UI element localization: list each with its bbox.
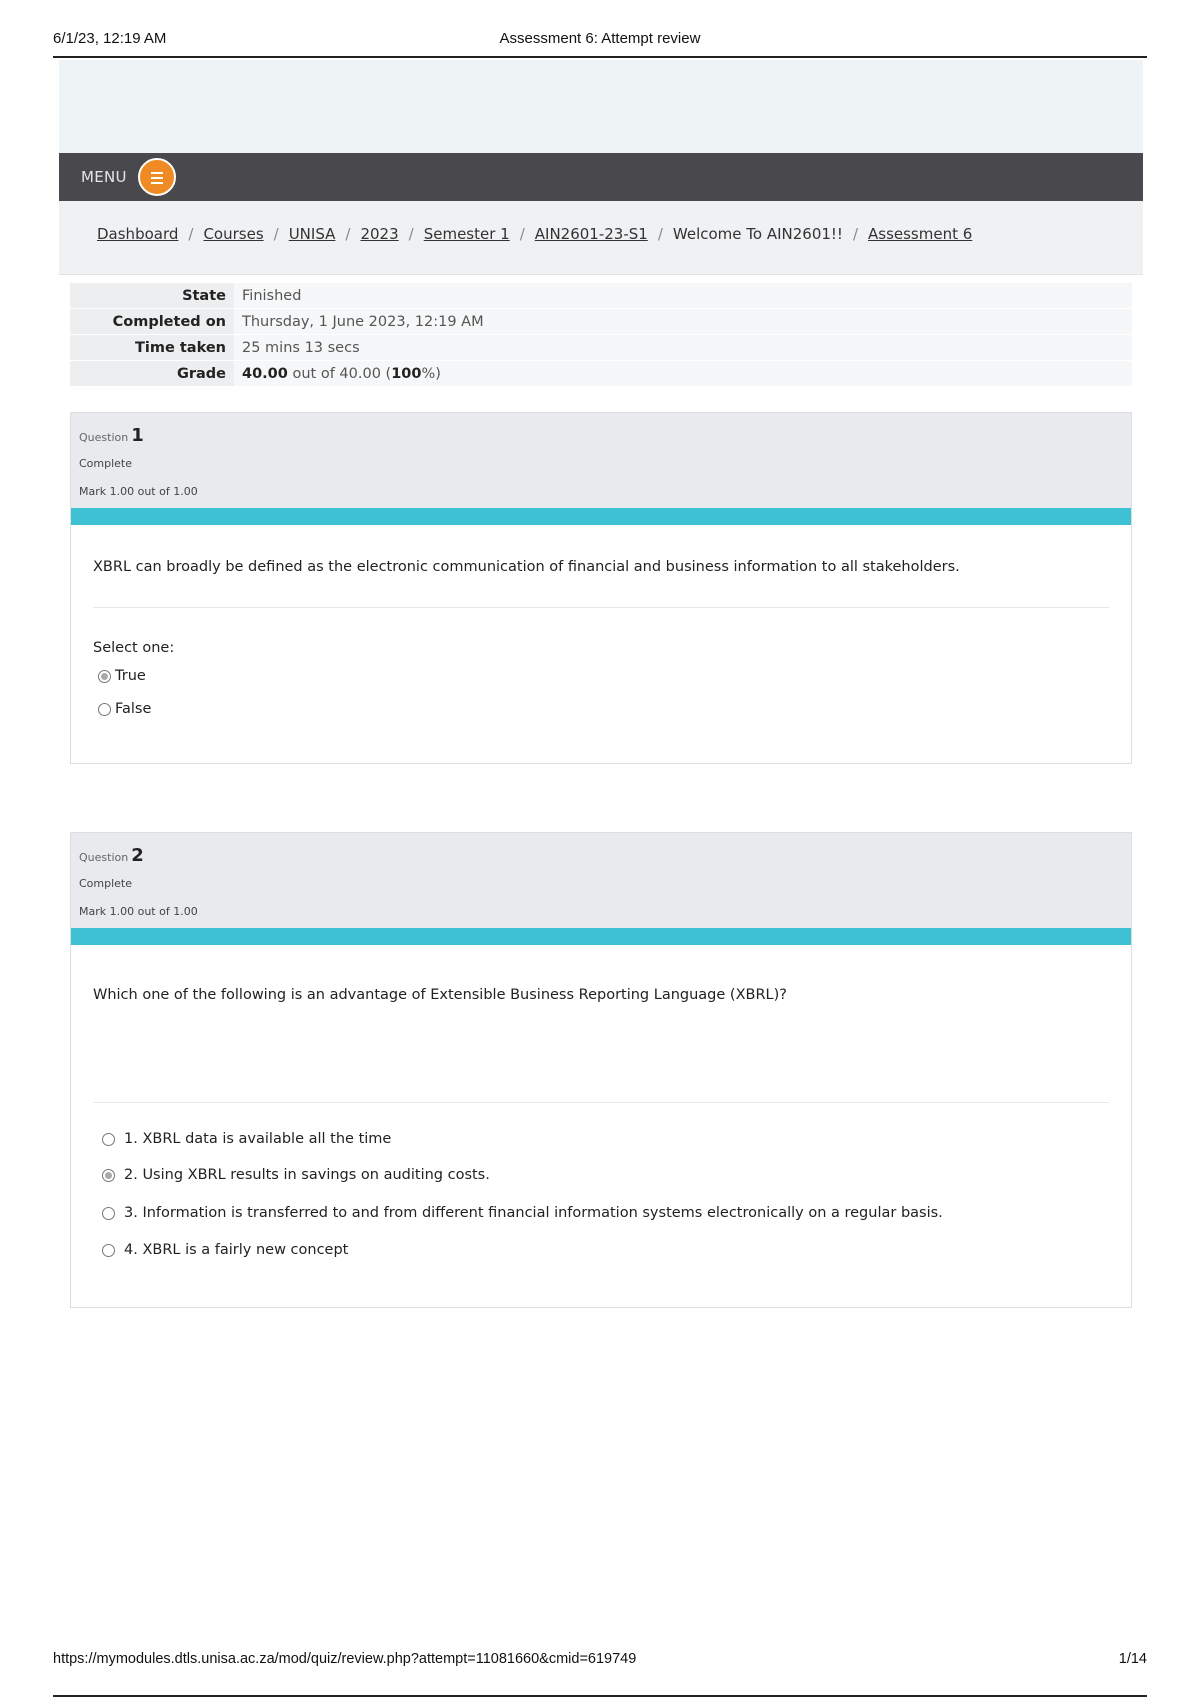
- breadcrumb-separator: /: [273, 225, 279, 243]
- hamburger-icon-bar: [151, 182, 163, 184]
- question-text: Which one of the following is an advantage of Extensible Business Reporting Language (XBRL)?: [93, 987, 787, 1003]
- hamburger-icon: [151, 172, 163, 174]
- radio-icon[interactable]: [102, 1244, 115, 1257]
- summary-row-grade: [70, 360, 1132, 386]
- question-number: 1: [131, 425, 144, 446]
- answer-label: False: [115, 701, 152, 717]
- print-date: 6/1/23, 12:19 AM: [53, 30, 167, 47]
- page-banner: [59, 60, 1143, 153]
- summary-value: 25 mins 13 secs: [234, 335, 1132, 360]
- summary-value: Finished: [234, 283, 1132, 308]
- menu-label: MENU: [81, 168, 127, 186]
- question-divider: [93, 607, 1109, 608]
- breadcrumb-separator: /: [519, 225, 525, 243]
- answer-option-1[interactable]: [102, 1131, 391, 1147]
- question-2: [70, 832, 1132, 1308]
- radio-icon[interactable]: [98, 703, 111, 716]
- print-title: Assessment 6: Attempt review: [499, 30, 701, 47]
- grade-score: 40.00: [242, 366, 288, 382]
- grade-end: %): [421, 366, 441, 382]
- question-accent-bar: [71, 508, 1131, 525]
- question-state: Complete: [79, 457, 133, 470]
- hamburger-icon-bar: [151, 177, 163, 179]
- question-info: [71, 413, 1131, 508]
- breadcrumb-section: Welcome To AIN2601!!: [672, 225, 843, 243]
- summary-row-completed: [70, 308, 1132, 334]
- summary-row-time: [70, 334, 1132, 360]
- breadcrumb-separator: /: [188, 225, 194, 243]
- print-url: https://mymodules.dtls.unisa.ac.za/mod/quiz/review.php?attempt=11081660&cmid=619749: [53, 1651, 637, 1667]
- summary-row-state: [70, 282, 1132, 308]
- attempt-summary-table: [70, 282, 1132, 386]
- breadcrumb-separator: /: [657, 225, 663, 243]
- breadcrumb: [59, 201, 1143, 275]
- breadcrumb-unisa[interactable]: UNISA: [288, 225, 336, 243]
- print-page-number: 1/14: [1118, 1651, 1147, 1667]
- radio-checked-icon[interactable]: [102, 1169, 115, 1182]
- summary-label: Time taken: [70, 335, 234, 360]
- answer-option-4[interactable]: [102, 1242, 348, 1258]
- breadcrumb-separator: /: [408, 225, 414, 243]
- question-state: Complete: [79, 877, 133, 890]
- question-text: XBRL can broadly be defined as the electronic communication of financial and business information to all stakeholders.: [93, 559, 960, 575]
- question-1: [70, 412, 1132, 764]
- breadcrumb-courses[interactable]: Courses: [203, 225, 264, 243]
- grade-percent: 100: [391, 366, 422, 382]
- print-header: [53, 28, 1147, 58]
- grade-middle: out of 40.00 (: [287, 366, 392, 382]
- question-divider: [93, 1102, 1109, 1103]
- answer-label: 3. Information is transferred to and from different financial information systems electronically on a regular basis.: [124, 1205, 943, 1221]
- question-label: [79, 425, 144, 446]
- breadcrumb-dashboard[interactable]: Dashboard: [97, 225, 179, 243]
- question-accent-bar: [71, 928, 1131, 945]
- question-label: [79, 845, 144, 866]
- answer-label: 1. XBRL data is available all the time: [124, 1131, 392, 1147]
- question-info: [71, 833, 1131, 928]
- menu-button[interactable]: [138, 158, 176, 196]
- summary-value-grade: [234, 361, 1132, 386]
- breadcrumb-course[interactable]: AIN2601-23-S1: [534, 225, 648, 243]
- summary-label: Grade: [70, 361, 234, 386]
- question-label-text: Question: [79, 431, 129, 444]
- breadcrumb-separator: /: [852, 225, 858, 243]
- radio-icon[interactable]: [102, 1133, 115, 1146]
- breadcrumb-separator: /: [345, 225, 351, 243]
- answer-option-3[interactable]: [102, 1205, 943, 1221]
- answer-label: True: [115, 668, 146, 684]
- answer-prompt: Select one:: [93, 640, 175, 656]
- question-mark: Mark 1.00 out of 1.00: [79, 485, 198, 498]
- question-number: 2: [131, 845, 144, 866]
- answer-option-true[interactable]: [98, 668, 146, 684]
- breadcrumb-assessment[interactable]: Assessment 6: [868, 225, 973, 243]
- question-mark: Mark 1.00 out of 1.00: [79, 905, 198, 918]
- summary-label: Completed on: [70, 309, 234, 334]
- answer-label: 2. Using XBRL results in savings on auditing costs.: [124, 1167, 490, 1183]
- breadcrumb-list: [97, 225, 972, 243]
- summary-value: Thursday, 1 June 2023, 12:19 AM: [234, 309, 1132, 334]
- answer-label: 4. XBRL is a fairly new concept: [124, 1242, 349, 1258]
- radio-checked-icon[interactable]: [98, 670, 111, 683]
- radio-icon[interactable]: [102, 1207, 115, 1220]
- question-label-text: Question: [79, 851, 129, 864]
- answer-option-false[interactable]: [98, 701, 151, 717]
- top-navbar: [59, 153, 1143, 201]
- summary-label: State: [70, 283, 234, 308]
- breadcrumb-year[interactable]: 2023: [360, 225, 399, 243]
- print-footer: [53, 1651, 1147, 1697]
- breadcrumb-semester[interactable]: Semester 1: [423, 225, 510, 243]
- answer-option-2[interactable]: [102, 1167, 490, 1183]
